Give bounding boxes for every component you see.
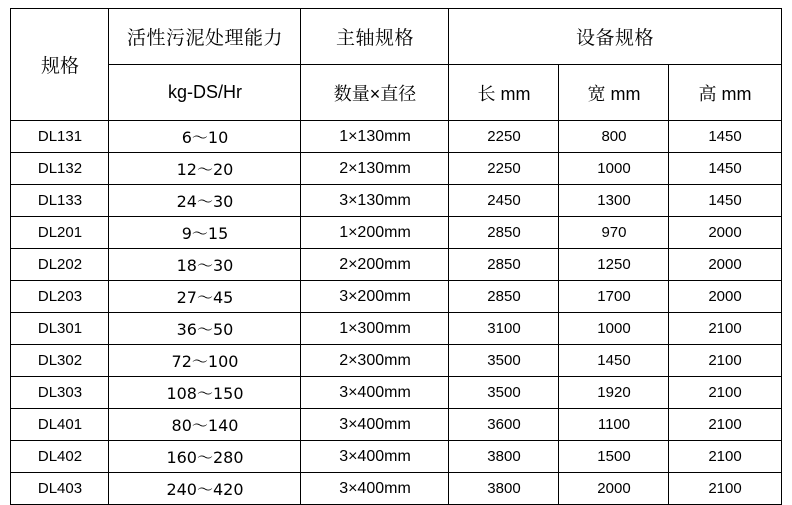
cell-shaft: 3×130mm	[301, 185, 449, 217]
cell-length: 3500	[449, 345, 559, 377]
cell-capacity: 12～20	[109, 153, 301, 185]
cell-shaft: 2×130mm	[301, 153, 449, 185]
cell-height: 2100	[669, 377, 781, 409]
cell-height: 1450	[669, 185, 781, 217]
cell-capacity: 18～30	[109, 249, 301, 281]
cell-capacity: 27～45	[109, 281, 301, 313]
cell-width: 1700	[559, 281, 669, 313]
cell-length: 3500	[449, 377, 559, 409]
header-row-top	[11, 9, 781, 65]
cell-length: 2850	[449, 217, 559, 249]
cell-capacity: 9～15	[109, 217, 301, 249]
cell-length: 3800	[449, 441, 559, 473]
cell-model: DL203	[11, 281, 109, 313]
cell-shaft: 3×400mm	[301, 473, 449, 505]
specification-table	[10, 8, 781, 505]
cell-model: DL303	[11, 377, 109, 409]
cell-length: 3800	[449, 473, 559, 505]
header-shaft-title: 主轴规格	[301, 9, 449, 65]
cell-model: DL133	[11, 185, 109, 217]
cell-length: 2850	[449, 249, 559, 281]
cell-model: DL302	[11, 345, 109, 377]
cell-length: 2850	[449, 281, 559, 313]
cell-width: 1500	[559, 441, 669, 473]
cell-width: 2000	[559, 473, 669, 505]
cell-model: DL132	[11, 153, 109, 185]
cell-width: 1000	[559, 313, 669, 345]
cell-height: 1450	[669, 121, 781, 153]
cell-length: 2450	[449, 185, 559, 217]
header-equipment-height: 高 mm	[669, 65, 781, 121]
cell-length: 3100	[449, 313, 559, 345]
table-row	[11, 153, 781, 185]
cell-height: 2100	[669, 313, 781, 345]
header-equipment-length: 长 mm	[449, 65, 559, 121]
table-row	[11, 313, 781, 345]
cell-model: DL131	[11, 121, 109, 153]
header-capacity-unit: kg-DS/Hr	[109, 65, 301, 121]
table-body	[11, 121, 781, 505]
cell-model: DL402	[11, 441, 109, 473]
cell-length: 2250	[449, 121, 559, 153]
cell-height: 2100	[669, 441, 781, 473]
header-equipment-width: 宽 mm	[559, 65, 669, 121]
cell-width: 970	[559, 217, 669, 249]
cell-capacity: 80～140	[109, 409, 301, 441]
header-equipment-title: 设备规格	[449, 9, 781, 65]
header-capacity-title: 活性污泥处理能力	[109, 9, 301, 65]
cell-shaft: 3×200mm	[301, 281, 449, 313]
header-row-bottom	[11, 65, 781, 121]
cell-width: 1250	[559, 249, 669, 281]
cell-capacity: 160～280	[109, 441, 301, 473]
cell-shaft: 3×400mm	[301, 409, 449, 441]
table-row	[11, 345, 781, 377]
cell-height: 2100	[669, 473, 781, 505]
table-row	[11, 441, 781, 473]
cell-capacity: 24～30	[109, 185, 301, 217]
table-row	[11, 217, 781, 249]
cell-width: 1000	[559, 153, 669, 185]
cell-length: 2250	[449, 153, 559, 185]
cell-height: 2000	[669, 249, 781, 281]
cell-width: 1450	[559, 345, 669, 377]
cell-width: 1300	[559, 185, 669, 217]
cell-height: 2100	[669, 409, 781, 441]
cell-width: 1100	[559, 409, 669, 441]
table-row	[11, 121, 781, 153]
cell-shaft: 2×300mm	[301, 345, 449, 377]
cell-shaft: 1×130mm	[301, 121, 449, 153]
cell-shaft: 3×400mm	[301, 441, 449, 473]
cell-model: DL403	[11, 473, 109, 505]
cell-width: 1920	[559, 377, 669, 409]
cell-shaft: 1×300mm	[301, 313, 449, 345]
cell-height: 2000	[669, 217, 781, 249]
cell-height: 1450	[669, 153, 781, 185]
table-row	[11, 473, 781, 505]
cell-capacity: 36～50	[109, 313, 301, 345]
cell-model: DL202	[11, 249, 109, 281]
cell-length: 3600	[449, 409, 559, 441]
table-row	[11, 249, 781, 281]
cell-shaft: 1×200mm	[301, 217, 449, 249]
cell-capacity: 72～100	[109, 345, 301, 377]
cell-capacity: 240～420	[109, 473, 301, 505]
cell-model: DL301	[11, 313, 109, 345]
cell-model: DL401	[11, 409, 109, 441]
cell-model: DL201	[11, 217, 109, 249]
cell-capacity: 6～10	[109, 121, 301, 153]
cell-width: 800	[559, 121, 669, 153]
header-shaft-sub: 数量×直径	[301, 65, 449, 121]
cell-capacity: 108～150	[109, 377, 301, 409]
cell-height: 2100	[669, 345, 781, 377]
cell-shaft: 3×400mm	[301, 377, 449, 409]
table-row	[11, 185, 781, 217]
table-row	[11, 377, 781, 409]
table-row	[11, 281, 781, 313]
table-row	[11, 409, 781, 441]
table-header	[11, 9, 781, 121]
header-spec: 规格	[11, 9, 109, 121]
cell-height: 2000	[669, 281, 781, 313]
cell-shaft: 2×200mm	[301, 249, 449, 281]
